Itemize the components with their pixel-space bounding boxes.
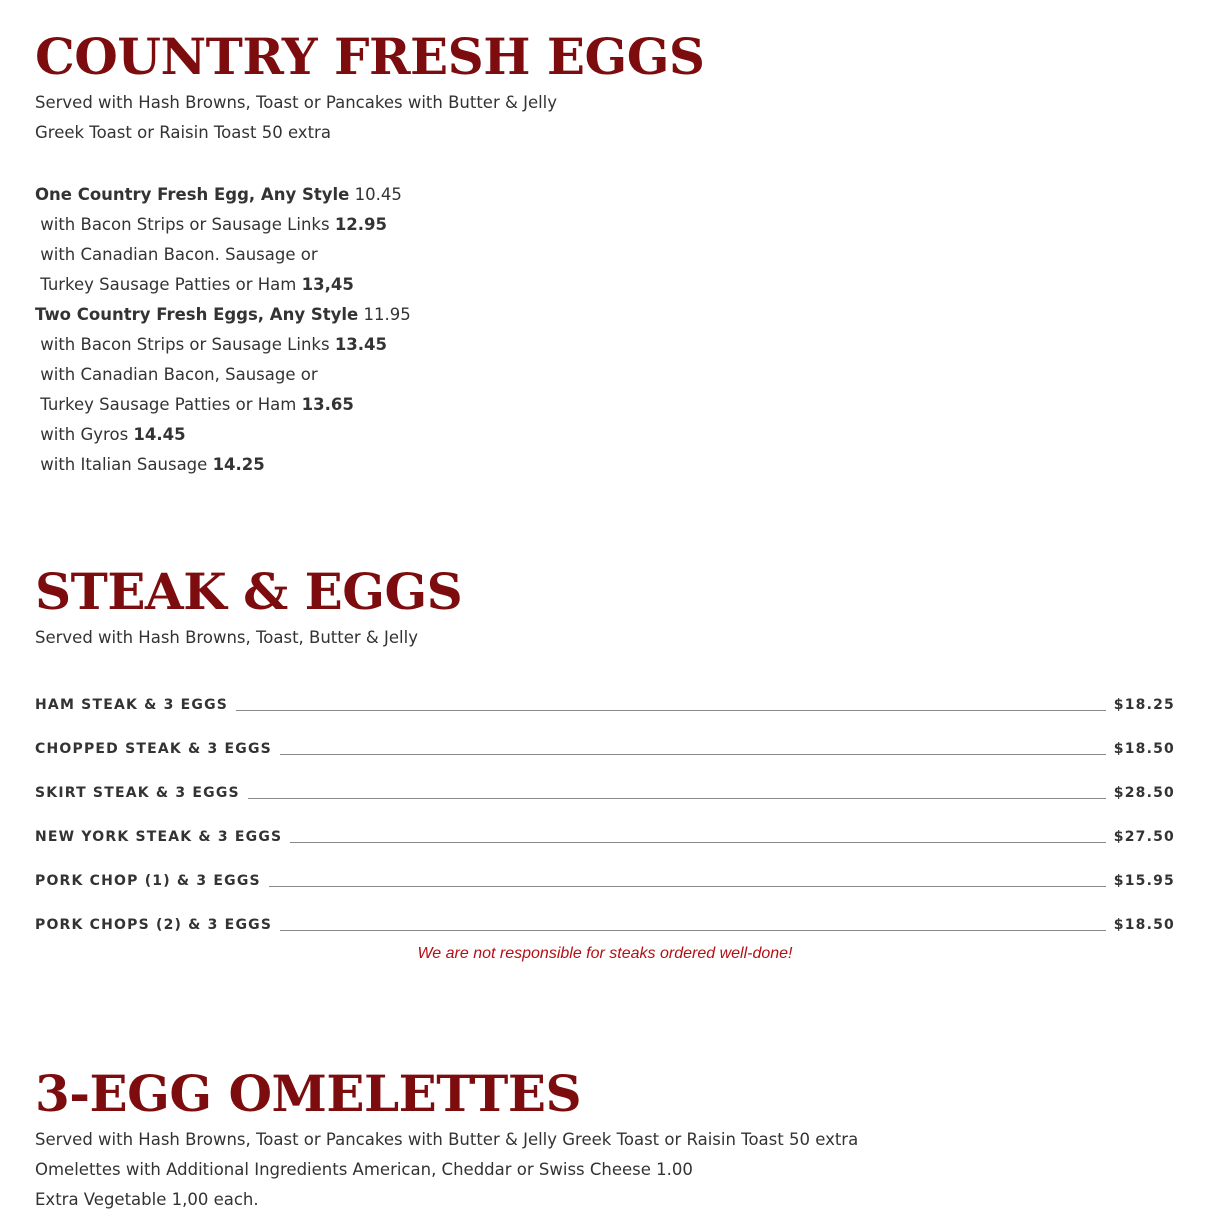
leader-line bbox=[280, 930, 1106, 931]
steak-disclaimer: We are not responsible for steaks ordered well-done! bbox=[417, 945, 793, 962]
intro-line: Served with Hash Browns, Toast or Pancakes with Butter & Jelly bbox=[35, 93, 558, 112]
item-price: 10.45 bbox=[354, 185, 402, 204]
item-price: 12.95 bbox=[334, 215, 388, 234]
steak-row bbox=[35, 903, 1175, 947]
steak-name: PORK CHOP (1) & 3 EGGS bbox=[35, 873, 261, 889]
intro-line: Served with Hash Browns, Toast or Pancakes with Butter & Jelly Greek Toast or Raisin Toast 50 extra bbox=[35, 1130, 859, 1149]
menu-item bbox=[35, 450, 1175, 480]
section-title: COUNTRY FRESH EGGS bbox=[35, 27, 705, 86]
steak-price: $18.50 bbox=[1113, 741, 1175, 757]
leader-line bbox=[269, 886, 1106, 887]
item-text: One Country Fresh Egg, Any Style bbox=[35, 185, 350, 204]
steak-name: HAM STEAK & 3 EGGS bbox=[35, 697, 229, 713]
menu-item bbox=[35, 390, 1175, 420]
item-text: Turkey Sausage Patties or Ham bbox=[35, 395, 297, 414]
section-omelettes bbox=[35, 1064, 1175, 1215]
steak-price: $18.25 bbox=[1113, 697, 1175, 713]
leader-line bbox=[280, 754, 1106, 755]
menu-item bbox=[35, 420, 1175, 450]
intro-line: Greek Toast or Raisin Toast 50 extra bbox=[35, 123, 331, 142]
leader-line bbox=[236, 710, 1106, 711]
steak-name: SKIRT STEAK & 3 EGGS bbox=[35, 785, 240, 801]
item-price: 13.65 bbox=[301, 395, 354, 414]
steak-name: PORK CHOPS (2) & 3 EGGS bbox=[35, 917, 273, 933]
steak-row bbox=[35, 771, 1175, 815]
menu-item bbox=[35, 300, 1175, 330]
menu-item bbox=[35, 270, 1175, 300]
steak-name: CHOPPED STEAK & 3 EGGS bbox=[35, 741, 272, 757]
section-title: STEAK & EGGS bbox=[35, 562, 463, 621]
steak-row bbox=[35, 683, 1175, 727]
steak-row bbox=[35, 815, 1175, 859]
item-text: with Bacon Strips or Sausage Links bbox=[35, 335, 330, 354]
item-text: Two Country Fresh Eggs, Any Style bbox=[35, 305, 359, 324]
intro-line: Omelettes with Additional Ingredients American, Cheddar or Swiss Cheese 1.00 bbox=[35, 1160, 693, 1179]
steak-price: $28.50 bbox=[1113, 785, 1175, 801]
item-text: with Italian Sausage bbox=[35, 455, 208, 474]
item-text: with Bacon Strips or Sausage Links bbox=[35, 215, 330, 234]
steak-price: $27.50 bbox=[1113, 829, 1175, 845]
item-price: 13.45 bbox=[334, 335, 388, 354]
item-text: with Canadian Bacon, Sausage or bbox=[35, 365, 318, 384]
item-price: 11.95 bbox=[363, 305, 411, 324]
item-price: 14.25 bbox=[212, 455, 265, 474]
section-title: 3-EGG OMELETTES bbox=[35, 1064, 582, 1123]
steak-list bbox=[35, 683, 1175, 947]
steak-row bbox=[35, 727, 1175, 771]
item-text: Turkey Sausage Patties or Ham bbox=[35, 275, 297, 294]
leader-line bbox=[248, 798, 1106, 799]
menu-item bbox=[35, 330, 1175, 360]
menu-item bbox=[35, 240, 1175, 270]
intro-line: Served with Hash Browns, Toast, Butter & Jelly bbox=[35, 628, 418, 647]
item-price: 13,45 bbox=[301, 275, 354, 294]
steak-price: $18.50 bbox=[1113, 917, 1175, 933]
steak-price: $15.95 bbox=[1113, 873, 1175, 889]
item-text: with Gyros bbox=[35, 425, 129, 444]
intro-line: Extra Vegetable 1,00 each. bbox=[35, 1190, 259, 1209]
item-price: 14.45 bbox=[133, 425, 186, 444]
leader-line bbox=[290, 842, 1105, 843]
section-country-fresh-eggs bbox=[35, 27, 1175, 480]
section-steak-and-eggs bbox=[35, 562, 1175, 963]
menu-item bbox=[35, 180, 1175, 210]
steak-row bbox=[35, 859, 1175, 903]
spacer bbox=[35, 148, 1175, 180]
menu-item bbox=[35, 360, 1175, 390]
menu-item bbox=[35, 210, 1175, 240]
steak-name: NEW YORK STEAK & 3 EGGS bbox=[35, 829, 283, 845]
item-text: with Canadian Bacon. Sausage or bbox=[35, 245, 318, 264]
